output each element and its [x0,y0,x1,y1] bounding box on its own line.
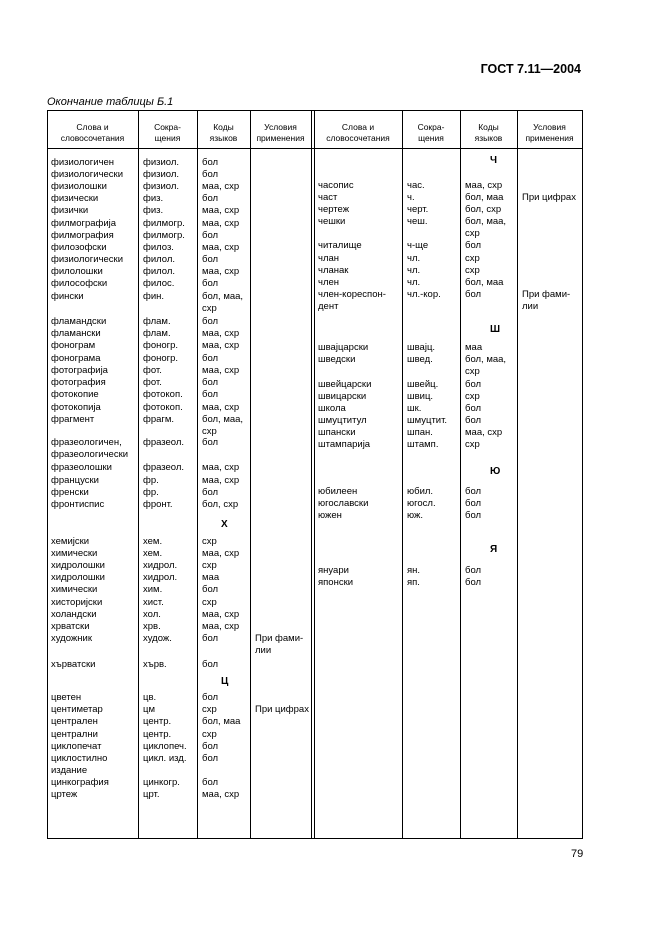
left-word: хемијски [51,536,90,547]
right-word: член-кореспон- дент [318,289,386,312]
right-codes: бол, маа, схр [465,354,507,377]
left-codes: схр [202,729,217,740]
right-word: читалище [318,240,362,251]
left-word: физиолошки [51,181,107,192]
left-word: физиологичен [51,157,115,168]
right-codes: бол [465,498,482,509]
left-abbr: хрв. [143,621,161,632]
right-abbr: шмуцтит. [407,415,448,426]
right-word: часопис [318,180,354,191]
right-word: штампарија [318,439,371,450]
table-bottom-border [47,838,583,839]
abbreviation-table [47,110,583,839]
right-abbr: чл. [407,253,421,264]
left-codes: бол [202,692,219,703]
right-codes: бол [465,565,482,576]
right-word: японски [318,577,354,588]
left-word: фонограм [51,340,96,351]
left-abbr: физиол. [143,181,180,192]
left-abbr: физ. [143,205,164,216]
right-word: чешки [318,216,346,227]
right-abbr: черт. [407,204,429,215]
left-word: француски [51,475,99,486]
left-section-letter: Ц [221,676,229,687]
right-section-letter: Ш [490,324,501,335]
right-word: шпански [318,427,356,438]
left-codes: маа, схр [202,621,240,632]
right-abbr: чл. [407,277,421,288]
left-codes: маа, схр [202,205,240,216]
left-codes: бол [202,377,219,388]
left-codes: маа [202,572,220,583]
left-section-letter: Х [221,519,228,530]
left-word: фразеолошки [51,462,112,473]
right-section-letter: Ю [490,466,501,477]
left-abbr: цикл. изд. [143,753,187,764]
left-abbr: филоз. [143,242,174,253]
left-abbr: цинкогр. [143,777,180,788]
col-border-double [314,110,315,839]
left-word: хрватски [51,621,90,632]
left-abbr: фрагм. [143,414,175,425]
left-word: централен [51,716,98,727]
left-abbr: фр. [143,487,159,498]
right-word: шведски [318,354,356,365]
right-word: южен [318,510,342,521]
left-abbr: цв. [143,692,157,703]
left-codes: маа, схр [202,789,240,800]
left-codes: маа, схр [202,218,240,229]
left-word: френски [51,487,89,498]
left-abbr: фразеол. [143,437,185,448]
right-abbr: швајц. [407,342,436,353]
left-codes: схр [202,704,217,715]
left-word: фински [51,291,84,302]
right-abbr: юж. [407,510,424,521]
left-codes: бол [202,753,219,764]
right-codes: схр [465,391,480,402]
left-word: циклостилно издание [51,753,108,776]
left-codes: бол [202,487,219,498]
right-word: швајцарски [318,342,369,353]
right-codes: бол, маа [465,192,504,203]
right-codes: бол [465,510,482,521]
right-codes: бол [465,486,482,497]
left-word: химически [51,584,98,595]
left-word: фотографија [51,365,108,376]
left-word: физиологически [51,254,124,265]
right-codes: бол, маа [465,277,504,288]
header-codes-right: Коды языков [474,122,503,143]
header-codes-left: Коды языков [209,122,238,143]
header-bottom-border [47,148,583,149]
right-section-letter: Я [490,544,498,555]
right-abbr: час. [407,180,425,191]
left-codes: бол [202,437,219,448]
col-border [197,110,198,839]
left-word: хисторијски [51,597,103,608]
right-abbr: чл.-кор. [407,289,441,300]
left-codes: бол, схр [202,499,239,510]
left-abbr: центр. [143,729,172,740]
left-abbr: физиол. [143,157,180,168]
right-condition: При фами- лии [522,289,571,312]
left-abbr: хидрол. [143,572,178,583]
right-abbr: швиц. [407,391,434,402]
left-codes: схр [202,560,217,571]
left-codes: маа, схр [202,609,240,620]
left-abbr: хим. [143,584,163,595]
left-codes: маа, схр [202,462,240,473]
left-abbr: фоногр. [143,353,179,364]
left-codes: бол [202,169,219,180]
col-border-double [311,110,312,839]
right-codes: схр [465,265,480,276]
left-codes: бол [202,353,219,364]
left-codes: бол [202,230,219,241]
right-word: част [318,192,338,203]
left-condition: При фами- лии [255,633,304,656]
left-abbr: фронт. [143,499,173,510]
table-top-border [47,110,583,111]
right-word: шмуцтитул [318,415,367,426]
left-word: физички [51,205,89,216]
left-word: цртеж [51,789,78,800]
left-word: хидролошки [51,560,105,571]
left-word: центиметар [51,704,103,715]
page-number: 79 [571,848,584,860]
left-abbr: филмогр. [143,230,185,241]
left-codes: бол [202,633,219,644]
left-codes: маа, схр [202,266,240,277]
left-abbr: флам. [143,328,171,339]
right-condition: При цифрах [522,192,576,203]
left-word: фламандски [51,316,107,327]
left-word: филмография [51,230,114,241]
left-word: централни [51,729,98,740]
left-codes: бол [202,389,219,400]
left-word: фразеологичен, фразеологически [51,437,129,460]
left-abbr: центр. [143,716,172,727]
header-cond-right: Условия применения [525,122,574,143]
left-codes: схр [202,597,217,608]
left-codes: бол, маа, схр [202,414,244,437]
standard-number: ГОСТ 7.11—2004 [480,62,581,76]
right-word: швейцарски [318,379,372,390]
left-codes: бол [202,659,219,670]
right-abbr: швейц. [407,379,439,390]
right-section-letter: Ч [490,155,498,166]
left-abbr: хем. [143,536,163,547]
left-word: фламански [51,328,101,339]
left-abbr: фоногр. [143,340,179,351]
col-border [517,110,518,839]
right-word: чланак [318,265,349,276]
left-abbr: худож. [143,633,172,644]
left-word: хърватски [51,659,96,670]
left-abbr: хист. [143,597,164,608]
left-abbr: цм [143,704,155,715]
right-codes: бол [465,403,482,414]
right-codes: бол [465,577,482,588]
left-codes: бол [202,254,219,265]
left-codes: маа, схр [202,181,240,192]
left-abbr: хидрол. [143,560,178,571]
right-abbr: чл. [407,265,421,276]
left-word: физиологически [51,169,124,180]
right-codes: бол, схр [465,204,502,215]
right-word: януари [318,565,349,576]
right-codes: маа [465,342,483,353]
col-border [582,110,583,839]
left-abbr: фотокоп. [143,402,183,413]
left-abbr: филмогр. [143,218,185,229]
right-word: чертеж [318,204,350,215]
right-abbr: чеш. [407,216,428,227]
right-word: юбилеен [318,486,358,497]
header-words-left: Слова и словосочетания [60,122,125,143]
left-abbr: хол. [143,609,161,620]
right-codes: бол [465,289,482,300]
left-codes: маа, схр [202,328,240,339]
left-codes: бол [202,193,219,204]
right-abbr: штамп. [407,439,439,450]
left-word: философски [51,278,108,289]
left-word: цветен [51,692,82,703]
left-codes: маа, схр [202,365,240,376]
left-word: фронтиспис [51,499,105,510]
left-abbr: хем. [143,548,163,559]
right-abbr: юбил. [407,486,434,497]
left-abbr: црт. [143,789,160,800]
left-codes: маа, схр [202,340,240,351]
left-word: фотокопија [51,402,101,413]
left-condition: При цифрах [255,704,309,715]
right-codes: схр [465,253,480,264]
table-caption: Окончание таблицы Б.1 [47,96,174,108]
left-codes: бол [202,316,219,327]
left-abbr: фот. [143,365,162,376]
right-word: члан [318,253,340,264]
left-codes: маа, схр [202,475,240,486]
left-word: цинкография [51,777,109,788]
right-codes: бол, маа, схр [465,216,507,239]
left-word: фрагмент [51,414,95,425]
left-abbr: физ. [143,193,164,204]
right-codes: схр [465,439,480,450]
right-word: член [318,277,340,288]
left-word: филолошки [51,266,103,277]
right-codes: бол [465,379,482,390]
left-abbr: филол. [143,266,176,277]
left-word: фотокопие [51,389,99,400]
left-codes: бол [202,157,219,168]
right-abbr: швед. [407,354,433,365]
left-abbr: фр. [143,475,159,486]
right-codes: бол [465,240,482,251]
header-abbr-right: Сокра- щения [417,122,445,143]
right-codes: маа, схр [465,427,503,438]
right-abbr: ч-ще [407,240,429,251]
right-abbr: шк. [407,403,422,414]
right-word: югославски [318,498,369,509]
left-word: физически [51,193,99,204]
left-abbr: фин. [143,291,165,302]
left-word: хидролошки [51,572,105,583]
left-word: фонограма [51,353,101,364]
left-abbr: фот. [143,377,162,388]
left-word: химически [51,548,98,559]
left-word: циклопечат [51,741,102,752]
right-abbr: югосл. [407,498,436,509]
col-border [138,110,139,839]
left-codes: бол [202,584,219,595]
left-abbr: циклопеч. [143,741,187,752]
col-border [47,110,48,839]
right-word: швицарски [318,391,367,402]
left-word: фотография [51,377,106,388]
left-codes: бол [202,777,219,788]
left-abbr: филол. [143,254,176,265]
header-cond-left: Условия применения [256,122,305,143]
left-word: филмографија [51,218,117,229]
left-word: филозофски [51,242,107,253]
left-abbr: фразеол. [143,462,185,473]
left-abbr: физиол. [143,169,180,180]
left-codes: схр [202,536,217,547]
right-abbr: шпан. [407,427,433,438]
left-abbr: фотокоп. [143,389,183,400]
col-border [402,110,403,839]
right-abbr: яп. [407,577,420,588]
right-codes: бол [465,415,482,426]
left-codes: маа, схр [202,402,240,413]
right-word: школа [318,403,346,414]
left-abbr: филос. [143,278,175,289]
left-codes: маа, схр [202,242,240,253]
left-codes: бол, маа, схр [202,291,244,314]
header-words-right: Слова и словосочетания [326,122,390,143]
right-codes: маа, схр [465,180,503,191]
col-border [250,110,251,839]
left-abbr: флам. [143,316,171,327]
right-abbr: ч. [407,192,415,203]
left-codes: бол [202,278,219,289]
left-word: холандски [51,609,97,620]
left-codes: маа, схр [202,548,240,559]
left-codes: бол [202,741,219,752]
left-codes: бол, маа [202,716,241,727]
header-abbr-left: Сокра- щения [154,122,181,143]
col-border [460,110,461,839]
right-abbr: ян. [407,565,421,576]
left-abbr: хърв. [143,659,167,670]
left-word: художник [51,633,92,644]
